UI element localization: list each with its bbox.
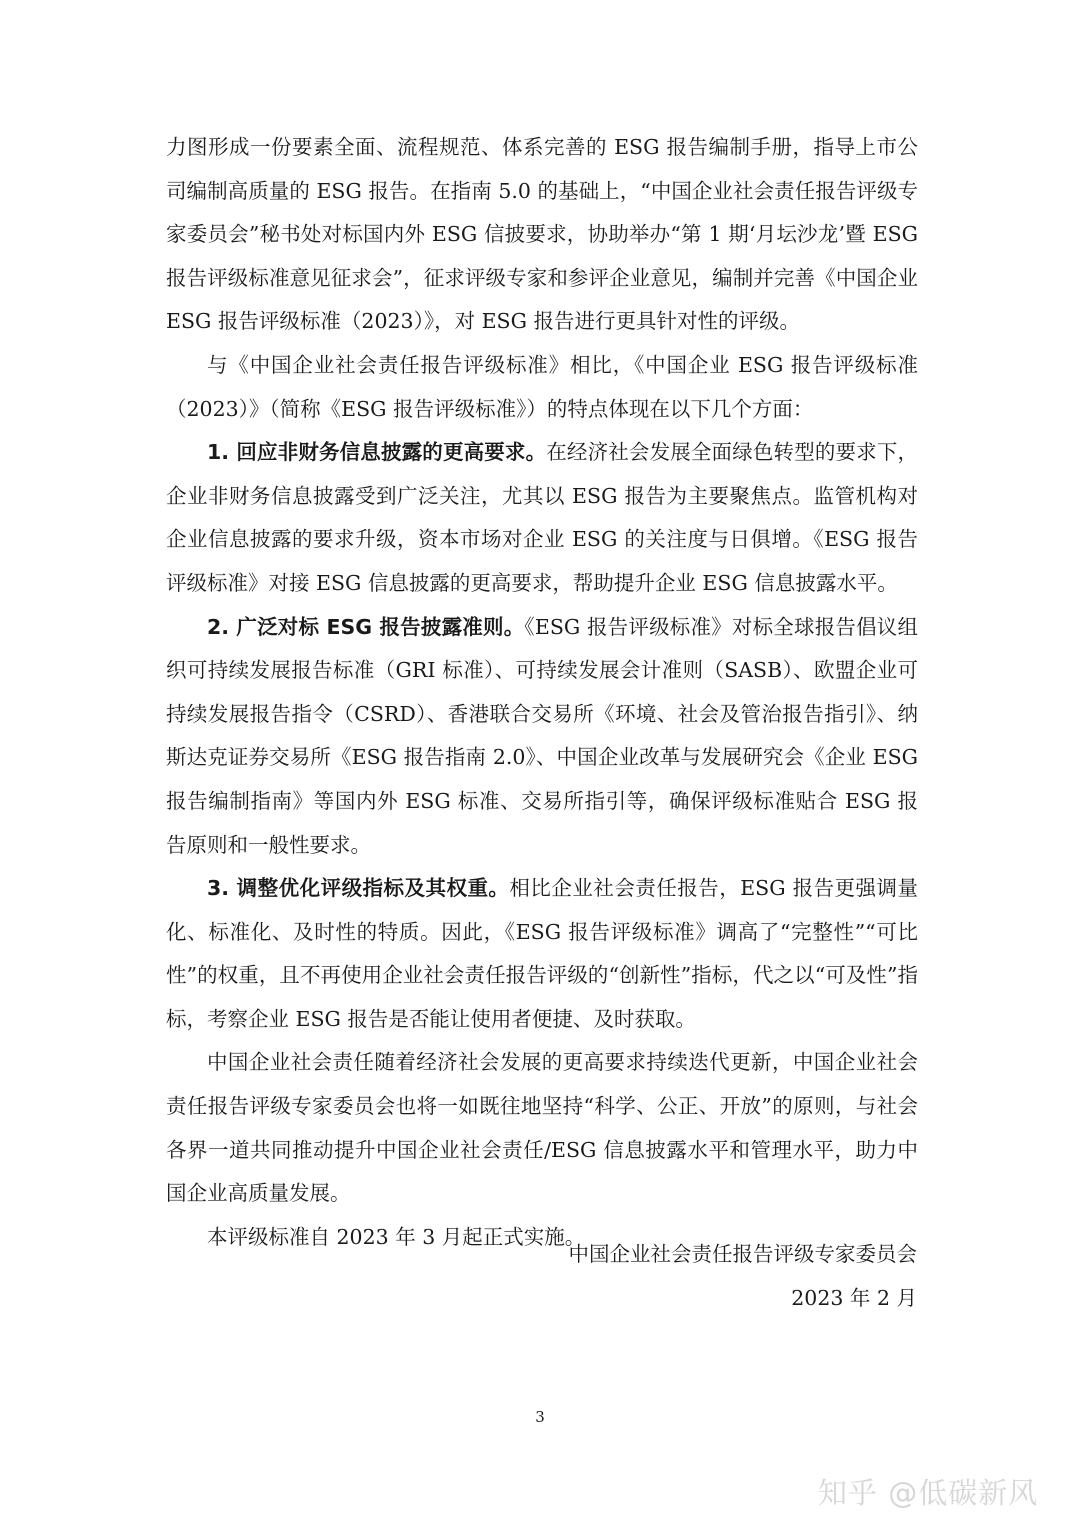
paragraph-5-lead: 3. 调整优化评级指标及其权重。 [207,876,510,901]
signature-date: 2023 年 2 月 [791,1286,917,1310]
paragraph-6 [166,1041,918,1215]
paragraph-2 [166,344,918,431]
paragraph-7-text: 本评级标准自 2023 年 3 月起正式实施。 [207,1224,586,1249]
paragraph-1-text: 力图形成一份要素全面、流程规范、体系完善的 ESG 报告编制手册，指导上市公司编制高质量的 ESG 报告。在指南 5.0 的基础上，“中国企业社会责任报告评级专家委员会”秘书处对标国内外 ESG 信披要求，协助举办“第 1 期‘月坛沙龙’暨 ESG 报告评级标准意见征求会”，征求评级专家和参评企业意见，编制并完善《中国企业 ESG 报告评级标准（2023）》，对 ESG 报告进行更具针对性的评级。 [166,135,918,334]
page-number: 3 [535,1408,545,1426]
paragraph-3-lead: 1. 回应非财务信息披露的更高要求。 [207,440,547,465]
paragraph-3 [166,431,918,605]
body-text [166,126,918,1259]
paragraph-1 [166,126,918,344]
paragraph-4-text: 《ESG 报告评级标准》对标全球报告倡议组织可持续发展报告标准（GRI 标准）、可持续发展会计准则（SASB）、欧盟企业可持续发展报告指令（CSRD）、香港联合交易所《环境、社会及管治报告指引》、纳斯达克证券交易所《ESG 报告指南 2.0》、中国企业改革与发展研究会《企业 ESG 报告编制指南》等国内外 ESG 标准、交易所指引等，确保评级标准贴合 ESG 报告原则和一般性要求。 [166,614,919,857]
paragraph-2-text: 与《中国企业社会责任报告评级标准》相比，《中国企业 ESG 报告评级标准（2023）》（简称《ESG 报告评级标准》）的特点体现在以下几个方面： [166,352,918,421]
paragraph-6-text: 中国企业社会责任随着经济社会发展的更高要求持续迭代更新，中国企业社会责任报告评级专家委员会也将一如既往地坚持“科学、公正、开放”的原则，与社会各界一道共同推动提升中国企业社会责任/ESG 信息披露水平和管理水平，助力中国企业高质量发展。 [166,1050,918,1206]
watermark: 知乎 @低碳新风 [818,1476,1039,1510]
paragraph-5-text: 相比企业社会责任报告，ESG 报告更强调量化、标准化、及时性的特质。因此，《ESG 报告评级标准》调高了“完整性”“可比性”的权重，且不再使用企业社会责任报告评级的“创新性”指标，代之以“可及性”指标，考察企业 ESG 报告是否能让使用者便捷、及时获取。 [166,876,918,1031]
paragraph-4-lead: 2. 广泛对标 ESG 报告披露准则。 [207,614,525,639]
paragraph-3-text: 在经济社会发展全面绿色转型的要求下，企业非财务信息披露受到广泛关注，尤其以 ESG 报告为主要聚焦点。监管机构对企业信息披露的要求升级，资本市场对企业 ESG 的关注度与日俱增。《ESG 报告评级标准》对接 ESG 信息披露的更高要求，帮助提升企业 ESG 信息披露水平。 [166,440,918,595]
paragraph-5 [166,867,918,1041]
signature-organization: 中国企业社会责任报告评级专家委员会 [568,1242,917,1266]
paragraph-4 [166,606,918,868]
